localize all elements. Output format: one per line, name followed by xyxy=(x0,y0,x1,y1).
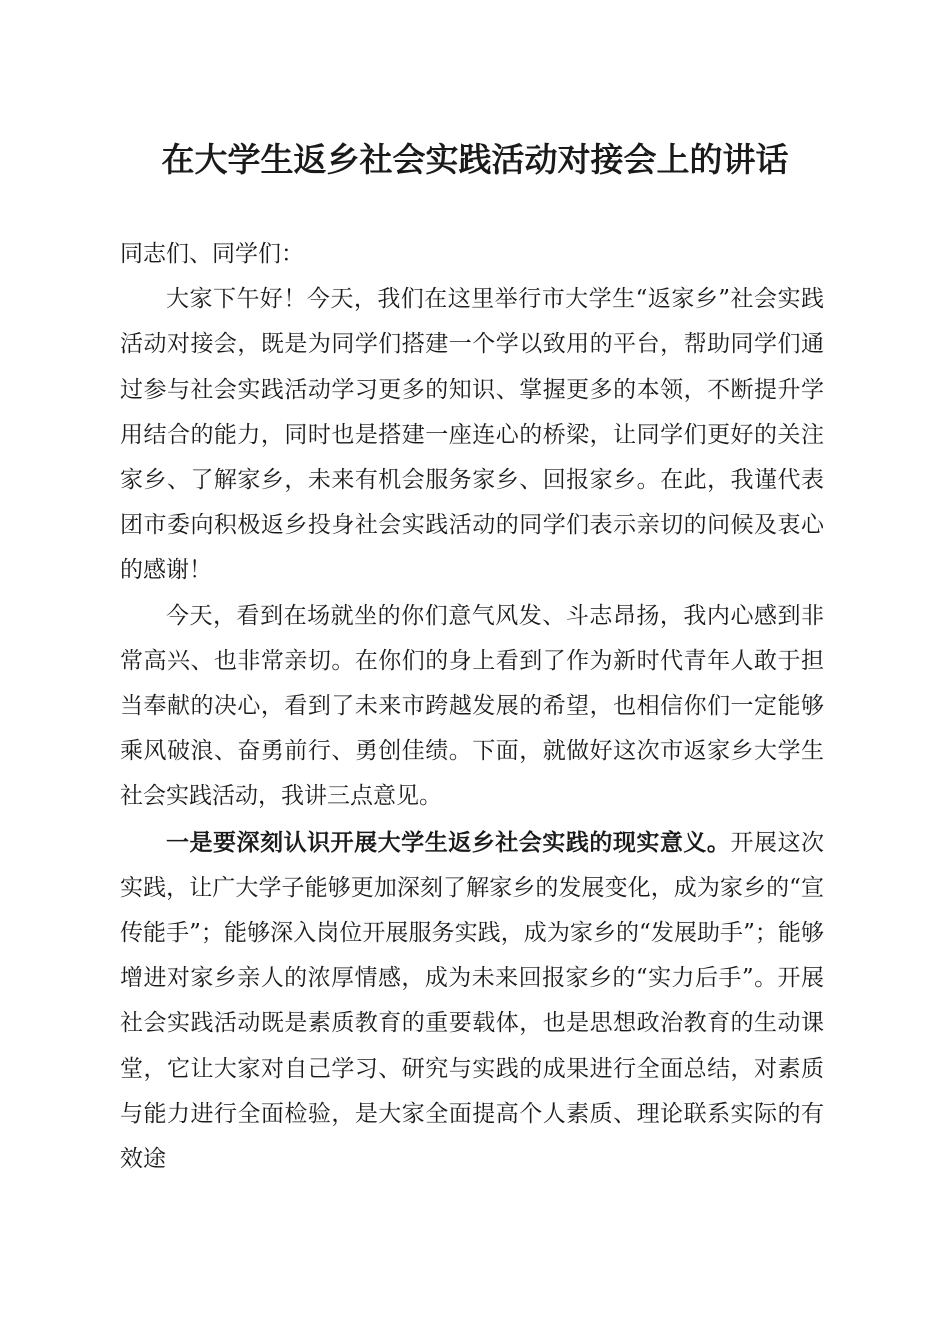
paragraph-greeting: 大家下午好！今天，我们在这里举行市大学生“返家乡”社会实践活动对接会，既是为同学们搭建一个学以致用的平台，帮助同学们通过参与社会实践活动学习更多的知识、掌握更多的本领，不断提升学用结合的能力，同时也是搭建一座连心的桥梁，让同学们更好的关注家乡、了解家乡，未来有机会服务家乡、回报家乡。在此，我谨代表团市委向积极返乡投身社会实践活动的同学们表示亲切的问候及衷心的感谢！ xyxy=(120,286,824,584)
salutation: 同志们、同学们： xyxy=(120,241,304,267)
point-one-text: 开展这次实践，让广大学子能够更加深刻了解家乡的发展变化，成为家乡的“宣传能手”；能够深入岗位开展服务实践，成为家乡的“发展助手”；能够增进对家乡亲人的浓厚情感，成为未来回报家乡的“实力后手”。开展社会实践活动既是素质教育的重要载体，也是思想政治教育的生动课堂，它让大家对自己学习、研究与实践的成果进行全面总结，对素质与能力进行全面检验，是大家全面提高个人素质、理论联系实际的有效途 xyxy=(120,829,825,1173)
paragraph-introduction: 今天，看到在场就坐的你们意气风发、斗志昂扬，我内心感到非常高兴、也非常亲切。在你们的身上看到了作为新时代青年人敢于担当奉献的决心，看到了未来市跨越发展的希望，也相信你们一定能够乘风破浪、奋勇前行、勇创佳绩。下面，就做好这次市返家乡大学生社会实践活动，我讲三点意见。 xyxy=(120,602,824,810)
point-one-heading: 一是要深刻认识开展大学生返乡社会实践的现实意义。 xyxy=(166,828,731,856)
document-title: 在大学生返乡社会实践活动对接会上的讲话 xyxy=(161,140,789,179)
paragraph-point-one xyxy=(120,820,824,1183)
document-body xyxy=(120,232,824,1182)
